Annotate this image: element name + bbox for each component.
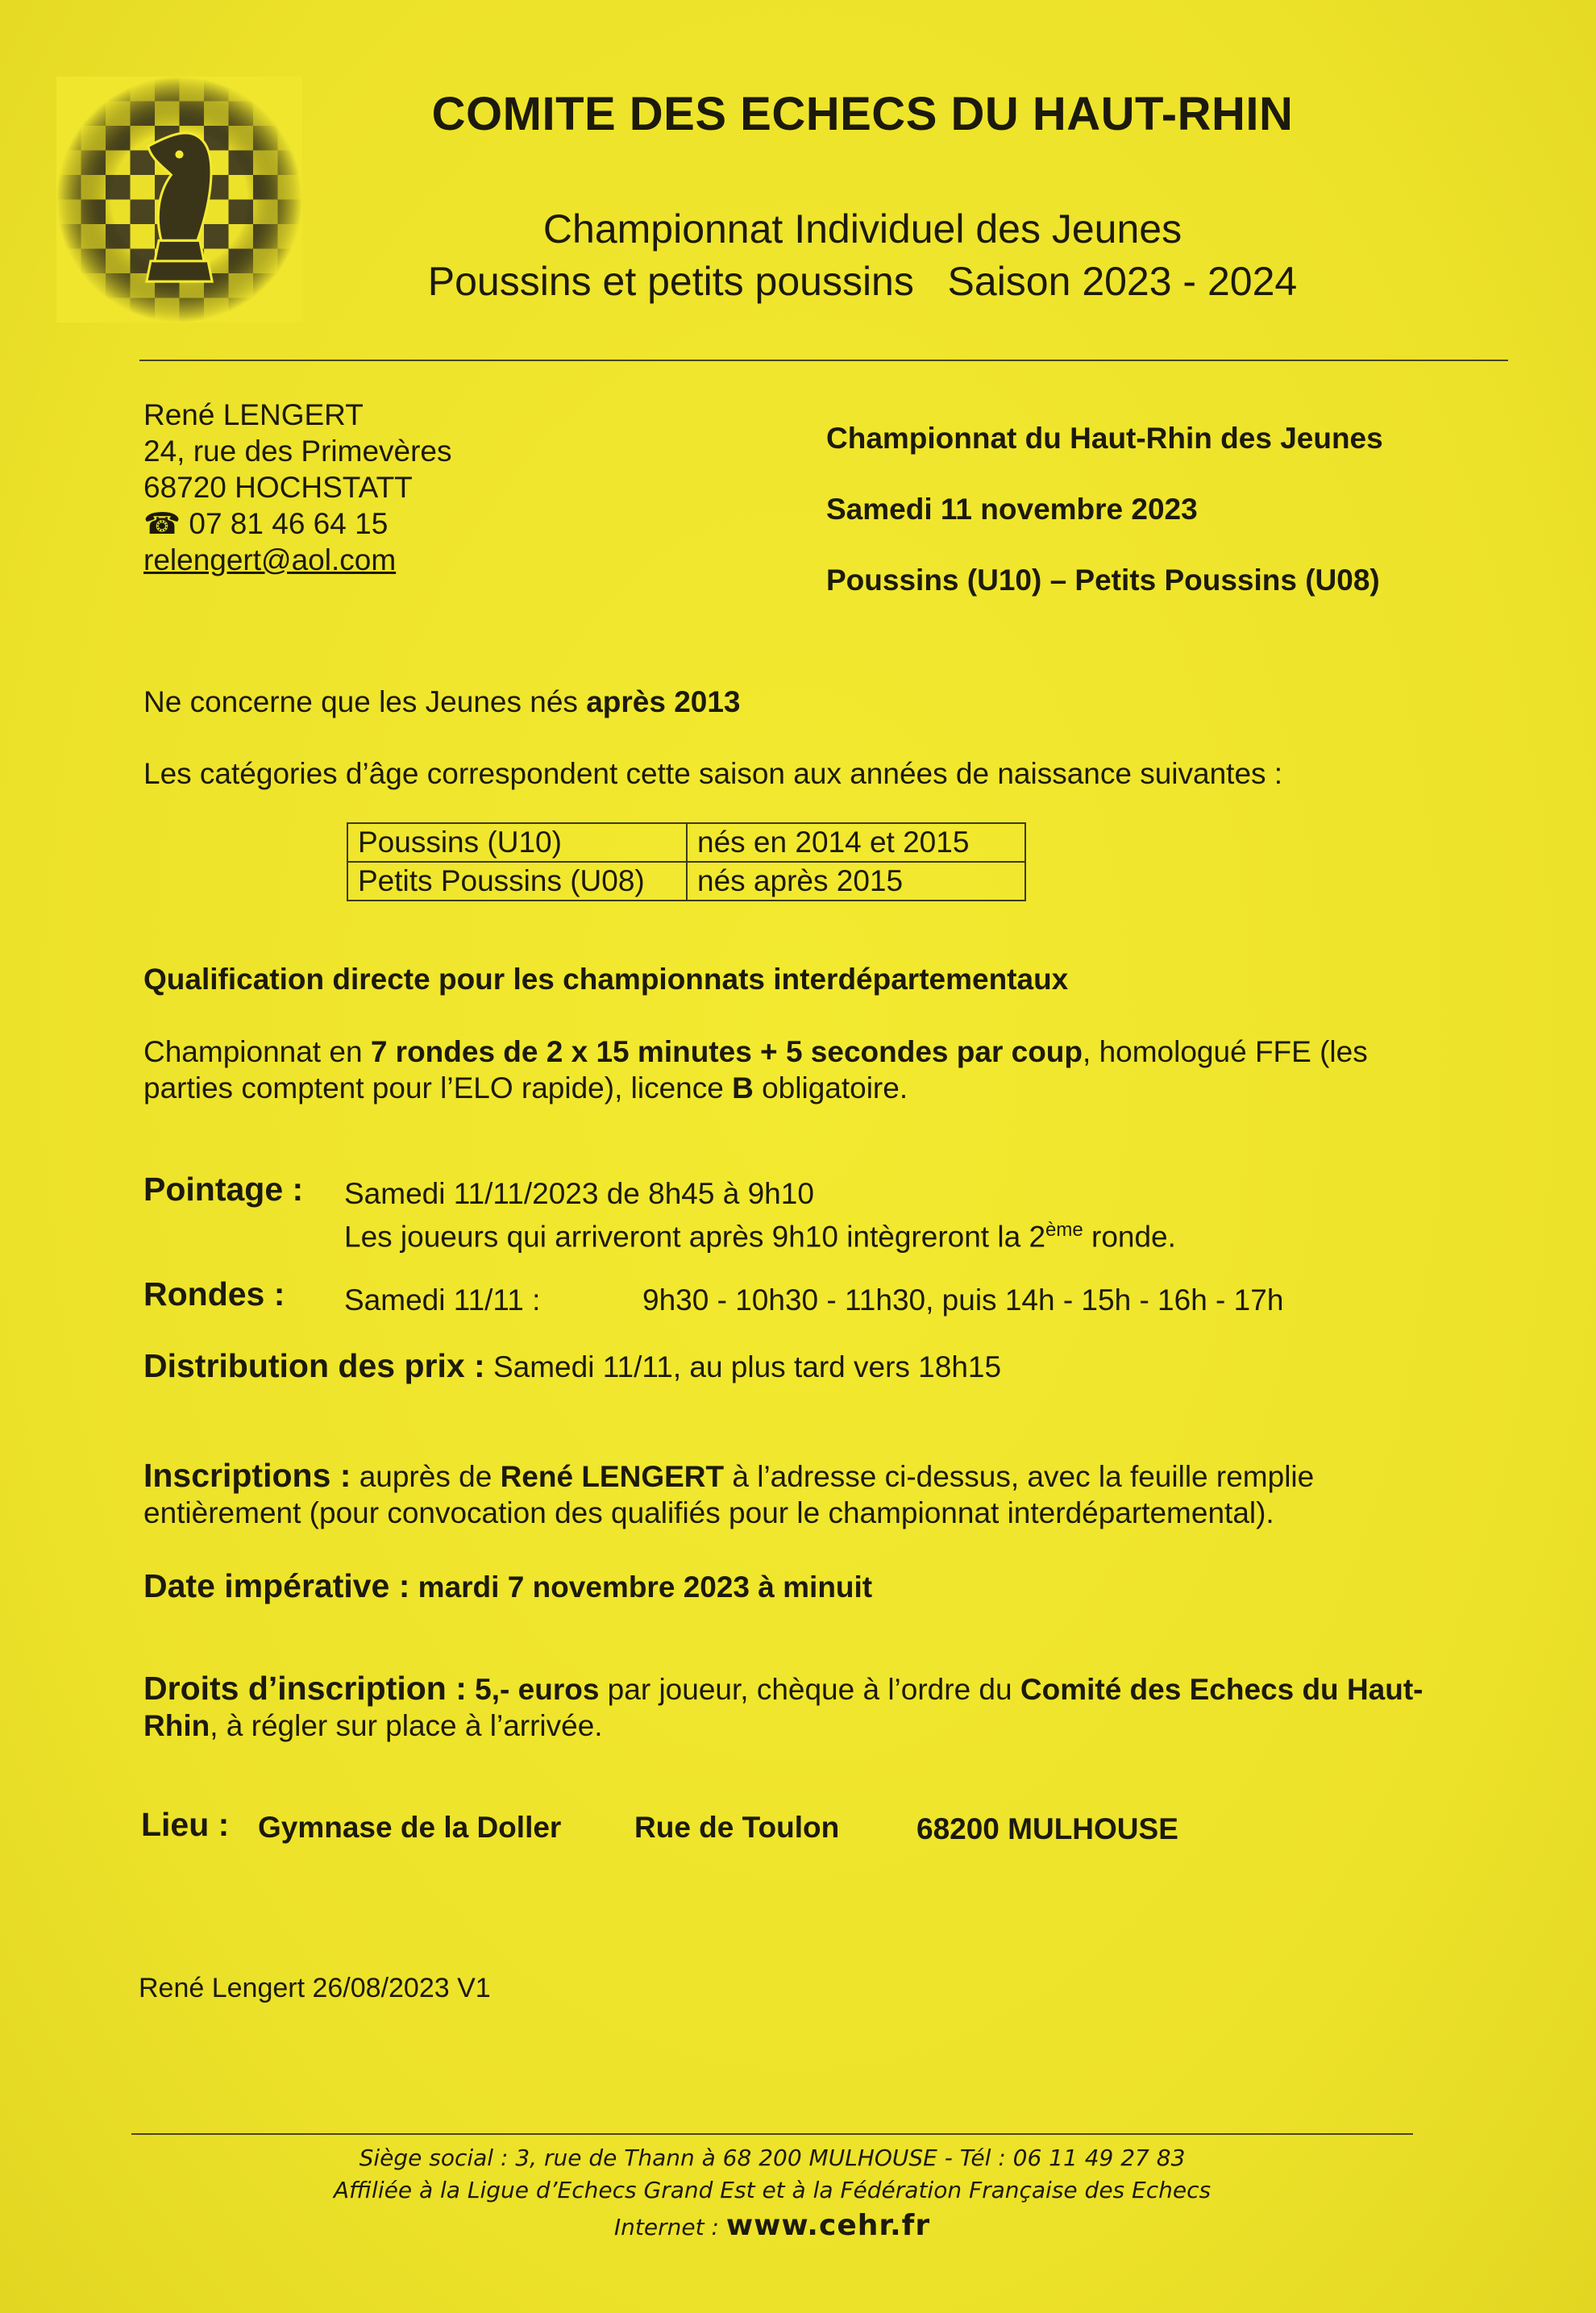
phone-icon: ☎ [143,507,181,540]
inscriptions-text: à l’adresse ci-dessus, avec la feuille remplie entièrement (pour convocation des qualifiés pour le championnat interdépartemental). [143,1460,1315,1529]
eligibility-text: Ne concerne que les Jeunes nés [143,685,587,718]
deadline-value: mardi 7 novembre 2023 à minuit [409,1570,873,1604]
pointage-late-note [344,1212,1176,1254]
inscriptions-contact: René LENGERT [500,1460,725,1493]
footer-divider [131,2133,1413,2135]
venue-street: Rue de Toulon [634,1811,840,1844]
table-cell-birth: nés en 2014 et 2015 [687,823,1025,862]
header-divider [139,360,1508,361]
fees-text: , à régler sur place à l’arrivée. [210,1709,603,1742]
venue-city: 68200 MULHOUSE [916,1812,1178,1845]
table-row [347,823,1025,862]
prize-label: Distribution des prix : [143,1347,485,1384]
format-text: Championnat en [143,1035,371,1068]
format-text: , homologué FFE (les parties comptent pour l’ELO rapide), licence [143,1035,1368,1104]
season-subtitle: Poussins et petits poussins Saison 2023 - 2024 [427,259,1298,304]
event-categories: Poussins (U10) – Petits Poussins (U08) [826,564,1380,597]
qualification-heading: Qualification directe pour les championnats interdépartementaux [143,963,1069,996]
contact-email-link[interactable]: relengert@aol.com [143,543,397,576]
website-link[interactable]: www.cehr.fr [725,2209,931,2242]
event-summary [826,403,1383,616]
pointage-time: Samedi 11/11/2023 de 8h45 à 9h10 [344,1177,814,1210]
event-date: Samedi 11 novembre 2023 [826,493,1198,526]
eligibility-year: après 2013 [586,685,741,718]
pointage-label: Pointage : [143,1171,304,1208]
rondes-day: Samedi 11/11 : [344,1283,541,1317]
late-note-text: Les joueurs qui arriveront après 9h10 intègreront la 2 [344,1220,1046,1254]
fees-paragraph [143,1670,1449,1744]
table-cell-category: Petits Poussins (U08) [347,862,687,901]
fees-amount: 5,- euros [466,1673,600,1706]
rondes-times: 9h30 - 10h30 - 11h30, puis 14h - 15h - 16h - 17h [642,1283,1284,1317]
event-title: Championnat du Haut-Rhin des Jeunes [826,422,1383,455]
format-licence: B [732,1071,754,1104]
footer-affiliation: Affiliée à la Ligue d’Echecs Grand Est et à la Fédération Française des Echecs [333,2177,1212,2203]
signature-line: René Lengert 26/08/2023 V1 [139,1973,491,2003]
table-row [347,862,1025,901]
fees-text: par joueur, chèque à l’ordre du [599,1673,1020,1706]
deadline-line [143,1568,872,1605]
format-text: obligatoire. [753,1071,908,1104]
late-note-text: ronde. [1083,1220,1176,1254]
table-cell-birth: nés après 2015 [687,862,1025,901]
contact-phone: 07 81 46 64 15 [189,507,389,540]
inscriptions-label: Inscriptions : [143,1457,351,1494]
age-categories-table [347,822,1026,901]
pointage-details [344,1175,1176,1254]
internet-label: Internet : [613,2214,726,2240]
contact-street: 24, rue des Primevères [143,435,452,468]
rondes-label: Rondes : [143,1275,285,1313]
contact-city: 68720 HOCHSTATT [143,471,413,504]
categories-intro: Les catégories d’âge correspondent cette saison aux années de naissance suivantes : [143,757,1283,790]
table-cell-category: Poussins (U10) [347,823,687,862]
inscriptions-paragraph [143,1458,1449,1531]
contact-name: René LENGERT [143,398,364,431]
prize-time: Samedi 11/11, au plus tard vers 18h15 [484,1350,1002,1383]
venue-label: Lieu : [141,1806,230,1843]
contact-block [143,397,452,578]
inscriptions-text: auprès de [351,1460,501,1493]
footer-internet [131,2209,1413,2242]
venue-name: Gymnase de la Doller [258,1811,562,1844]
late-note-ordinal: ème [1045,1219,1083,1241]
format-rounds: 7 rondes de 2 x 15 minutes + 5 secondes par coup [370,1035,1083,1068]
championship-subtitle: Championnat Individuel des Jeunes [542,206,1182,252]
fees-beneficiary: Comité des Echecs du Haut-Rhin [143,1673,1424,1742]
format-paragraph [143,1034,1449,1106]
contact-phone-row [143,505,452,542]
fees-label: Droits d’inscription : [143,1670,467,1707]
prize-line [143,1348,1001,1385]
deadline-label: Date impérative : [143,1567,410,1604]
footer-address: Siège social : 3, rue de Thann à 68 200 MULHOUSE - Tél : 06 11 49 27 83 [359,2145,1186,2171]
committee-title: COMITE DES ECHECS DU HAUT-RHIN [431,88,1294,140]
eligibility-line [143,684,741,720]
